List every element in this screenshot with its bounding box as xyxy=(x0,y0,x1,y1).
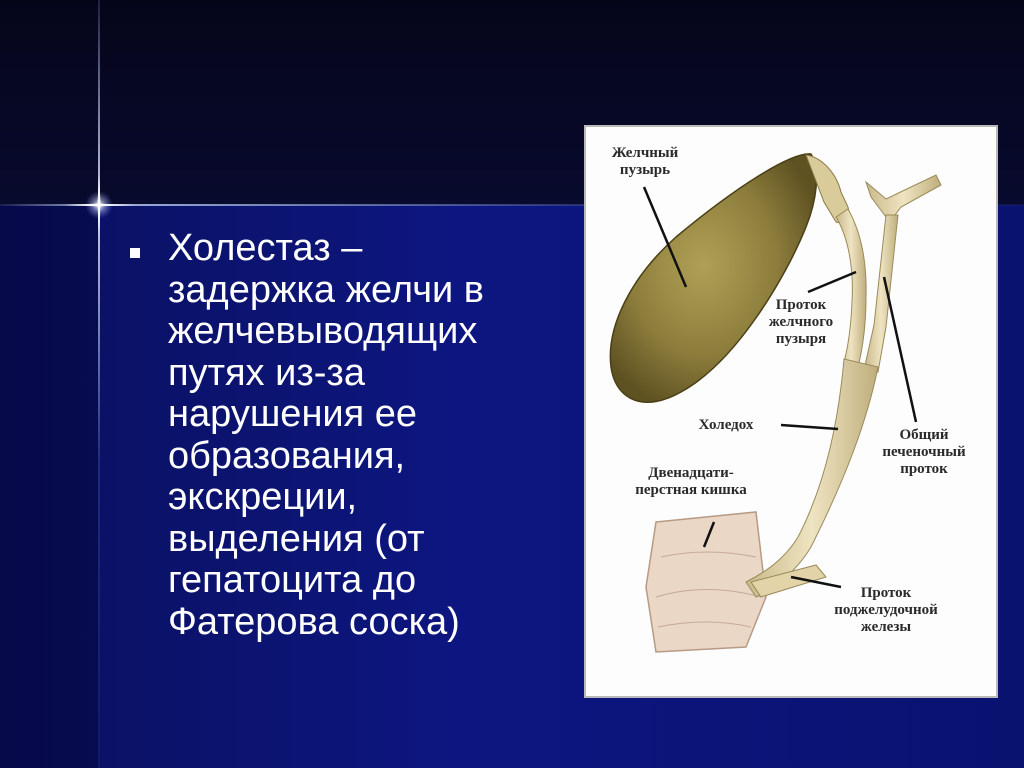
label-duodenum: Двенадцати- перстная кишка xyxy=(635,465,747,498)
bullet-text: Холестаз – задержка желчи в желчевыводящих путях из-за нарушения ее образования, экскреции, выделения (от гепатоцита до Фатерова соска) xyxy=(168,227,484,643)
common-hepatic-duct-shape xyxy=(864,215,898,372)
sparkle-icon xyxy=(60,165,140,245)
label-pancreatic-duct: Проток поджелудочной железы xyxy=(834,585,938,635)
anatomy-illustration xyxy=(584,125,998,698)
label-cystic-duct: Проток желчного пузыря xyxy=(768,297,834,347)
bullet-item xyxy=(130,228,550,643)
label-choledochus: Холедох xyxy=(698,417,754,433)
label-common-hepatic-duct: Общий печеночный проток xyxy=(882,427,966,477)
label-gallbladder: Желчный пузырь xyxy=(611,145,679,178)
bullet-marker xyxy=(130,248,140,258)
background-left-band xyxy=(0,205,98,768)
decorative-vertical-line xyxy=(98,0,100,768)
bullet-list xyxy=(130,228,550,643)
gallbladder-shape xyxy=(610,154,816,402)
